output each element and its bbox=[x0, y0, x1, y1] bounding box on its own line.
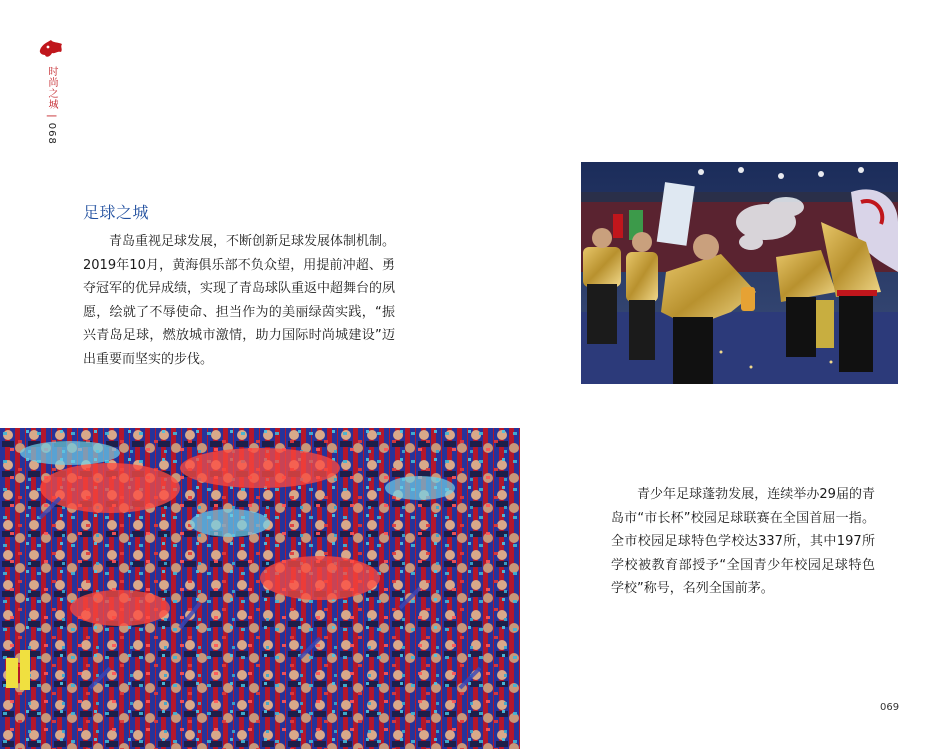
fans-crowd-photo bbox=[0, 428, 520, 749]
page-number: 069 bbox=[880, 702, 900, 713]
section-label: 时尚之城 bbox=[46, 66, 57, 110]
header-separator: | bbox=[46, 114, 57, 119]
left-page-number: 068 bbox=[46, 122, 57, 145]
article-paragraph-2: 青少年足球蓬勃发展，连续举办29届的青岛市“市长杯”校园足球联赛在全国首屈一指。全市校园足球特色学校达337所，其中197所学校被教育部授予“全国青少年校园足球特色学校”称号，名列全国前茅。 bbox=[611, 487, 875, 596]
team-celebration-photo bbox=[581, 162, 898, 384]
city-emblem-icon bbox=[36, 38, 66, 60]
running-header bbox=[45, 66, 57, 145]
article-paragraph-1: 青岛重视足球发展，不断创新足球发展体制机制。2019年10月，黄海俱乐部不负众望，用提前冲超、勇夺冠军的优异成绩，实现了青岛球队重返中超舞台的夙愿，绘就了不辱使命、担当作为的美丽绿茵实践，“振兴青岛足球，燃放城市激情，助力国际时尚城建设”迈出重要而坚实的步伐。 bbox=[83, 234, 396, 367]
section-title: 足球之城 bbox=[83, 203, 150, 222]
